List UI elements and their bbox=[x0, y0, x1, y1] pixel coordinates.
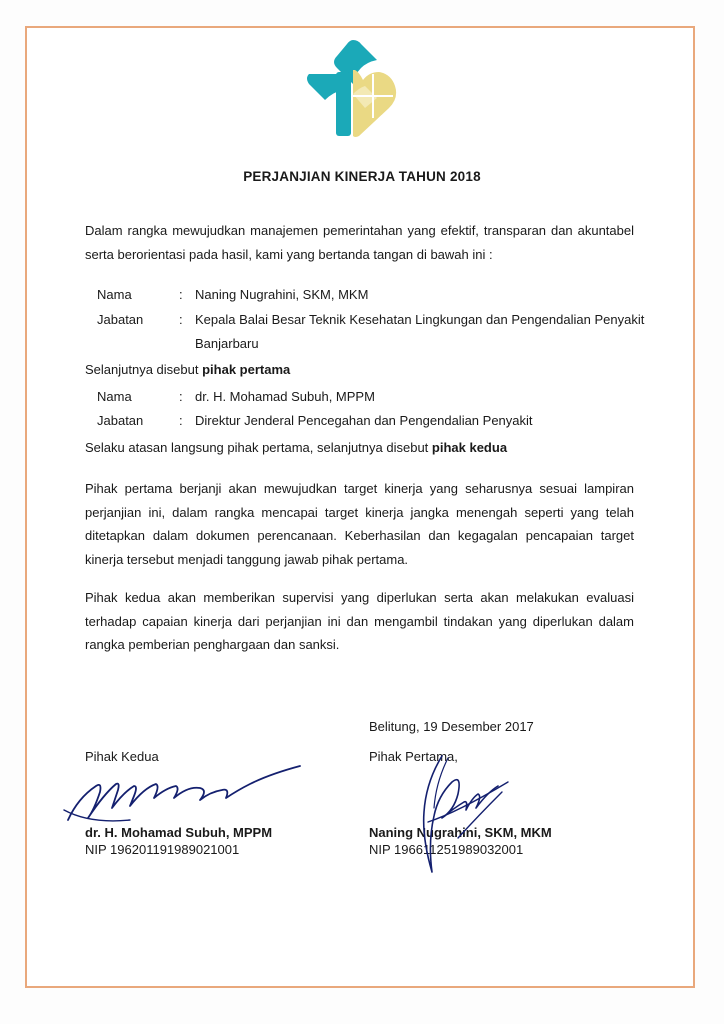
right-signatory-role: Pihak Pertama, bbox=[369, 749, 458, 764]
position-label: Jabatan bbox=[97, 413, 144, 428]
right-signature bbox=[398, 752, 518, 882]
position-label: Jabatan bbox=[97, 312, 144, 327]
right-signatory-nip: NIP 196611251989032001 bbox=[369, 842, 524, 857]
colon: : bbox=[179, 312, 183, 327]
left-signature bbox=[60, 758, 310, 828]
colon: : bbox=[179, 389, 183, 404]
paragraph-2: Pihak kedua akan memberikan supervisi yang diperlukan serta akan melakukan evaluasi terhadap capaian kinerja dari perjanjian ini dan mengambil tindakan yang diperlukan dalam rangka pemberian penghargaan dan sanksi. bbox=[85, 590, 634, 652]
document-title: PERJANJIAN KINERJA TAHUN 2018 bbox=[243, 169, 481, 184]
second-party-position: Direktur Jenderal Pencegahan dan Pengendalian Penyakit bbox=[195, 413, 533, 428]
left-signatory-name: dr. H. Mohamad Subuh, MPPM bbox=[85, 825, 273, 840]
first-party-name: Naning Nugrahini, SKM, MKM bbox=[195, 287, 369, 302]
intro-paragraph: Dalam rangka mewujudkan manajemen pemerintahan yang efektif, transparan dan akuntabel serta berorientasi pada hasil, kami yang bertanda tangan di bawah ini : bbox=[85, 223, 634, 262]
first-party-position: Kepala Balai Besar Teknik Kesehatan Lingkungan dan Pengendalian Penyakit Banjarbaru bbox=[195, 312, 645, 351]
name-label: Nama bbox=[97, 287, 132, 302]
left-signatory-role: Pihak Kedua bbox=[85, 749, 159, 764]
name-label: Nama bbox=[97, 389, 132, 404]
second-party-designation: Selaku atasan langsung pihak pertama, selanjutnya disebut pihak kedua bbox=[85, 440, 508, 455]
second-party-name: dr. H. Mohamad Subuh, MPPM bbox=[195, 389, 375, 404]
ministry-logo-icon bbox=[303, 38, 403, 142]
place-date: Belitung, 19 Desember 2017 bbox=[369, 719, 534, 734]
colon: : bbox=[179, 413, 183, 428]
paragraph-1: Pihak pertama berjanji akan mewujudkan target kinerja yang seharusnya sesuai lampiran perjanjian ini, dalam rangka mencapai target kinerja jangka menengah seperti yang telah ditetapkan dalam dokumen perencanaan. Keberhasilan dan kegagalan pencapaian target kinerja tersebut menjadi tanggung jawab pihak pertama. bbox=[85, 481, 634, 567]
left-signatory-nip: NIP 196201191989021001 bbox=[85, 842, 240, 857]
colon: : bbox=[179, 287, 183, 302]
right-signatory-name: Naning Nugrahini, SKM, MKM bbox=[369, 825, 552, 840]
first-party-designation: Selanjutnya disebut pihak pertama bbox=[85, 362, 291, 377]
